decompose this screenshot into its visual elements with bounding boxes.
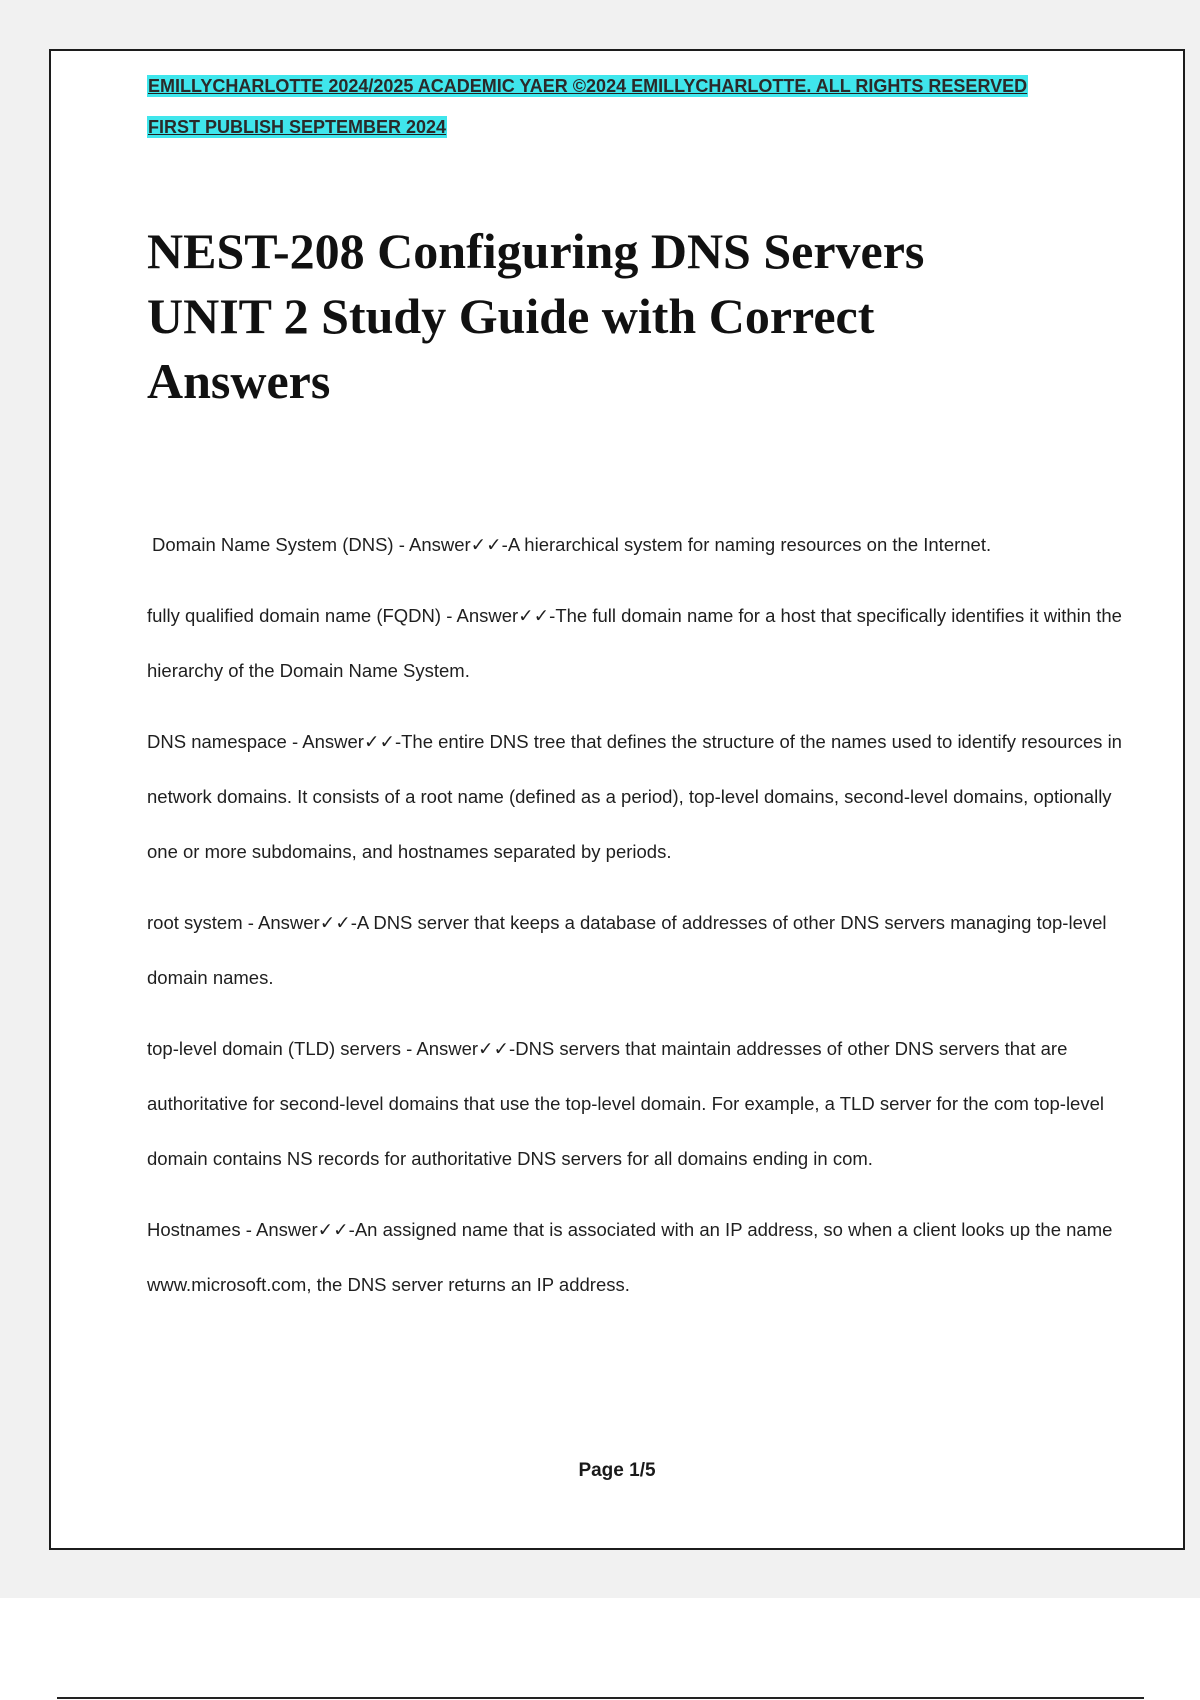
- entry-root-system: root system - Answer✓✓-A DNS server that keeps a database of addresses of other DNS servers managing top-level domain names.: [147, 912, 1107, 988]
- publish-date-header: FIRST PUBLISH SEPTEMBER 2024: [148, 117, 447, 137]
- next-page-top-rule: [57, 1697, 1144, 1699]
- glossary-entries: [147, 517, 1137, 1312]
- copyright-header: EMILLYCHARLOTTE 2024/2025 ACADEMIC YAER ©2024 EMILLYCHARLOTTE. ALL RIGHTS RESERVED: [148, 76, 1028, 96]
- entry-tld-servers: top-level domain (TLD) servers - Answer✓✓-DNS servers that maintain addresses of other DNS servers that are authoritative for second-level domains that use the top-level domain. For example, a TLD server for the com top-level domain contains NS records for authoritative DNS servers for all domains ending in com.: [147, 1038, 1104, 1169]
- page-number: Page 1/5: [578, 1460, 656, 1481]
- document-title: [147, 219, 1107, 414]
- title-line-1: NEST-208 Configuring DNS Servers: [147, 223, 925, 279]
- document-page: [49, 49, 1185, 1550]
- title-line-2: UNIT 2 Study Guide with Correct: [147, 288, 875, 344]
- entry-fqdn: fully qualified domain name (FQDN) - Answer✓✓-The full domain name for a host that specifically identifies it within the hierarchy of the Domain Name System.: [147, 605, 1122, 681]
- title-line-3: Answers: [147, 353, 331, 409]
- entry-dns-namespace: DNS namespace - Answer✓✓-The entire DNS tree that defines the structure of the names used to identify resources in network domains. It consists of a root name (defined as a period), top-level domains, second-level domains, optionally one or more subdomains, and hostnames separated by periods.: [147, 731, 1122, 862]
- entry-hostnames: Hostnames - Answer✓✓-An assigned name that is associated with an IP address, so when a client looks up the name www.microsoft.com, the DNS server returns an IP address.: [147, 1219, 1113, 1295]
- entry-dns: Domain Name System (DNS) - Answer✓✓-A hierarchical system for naming resources on the Internet.: [152, 534, 992, 555]
